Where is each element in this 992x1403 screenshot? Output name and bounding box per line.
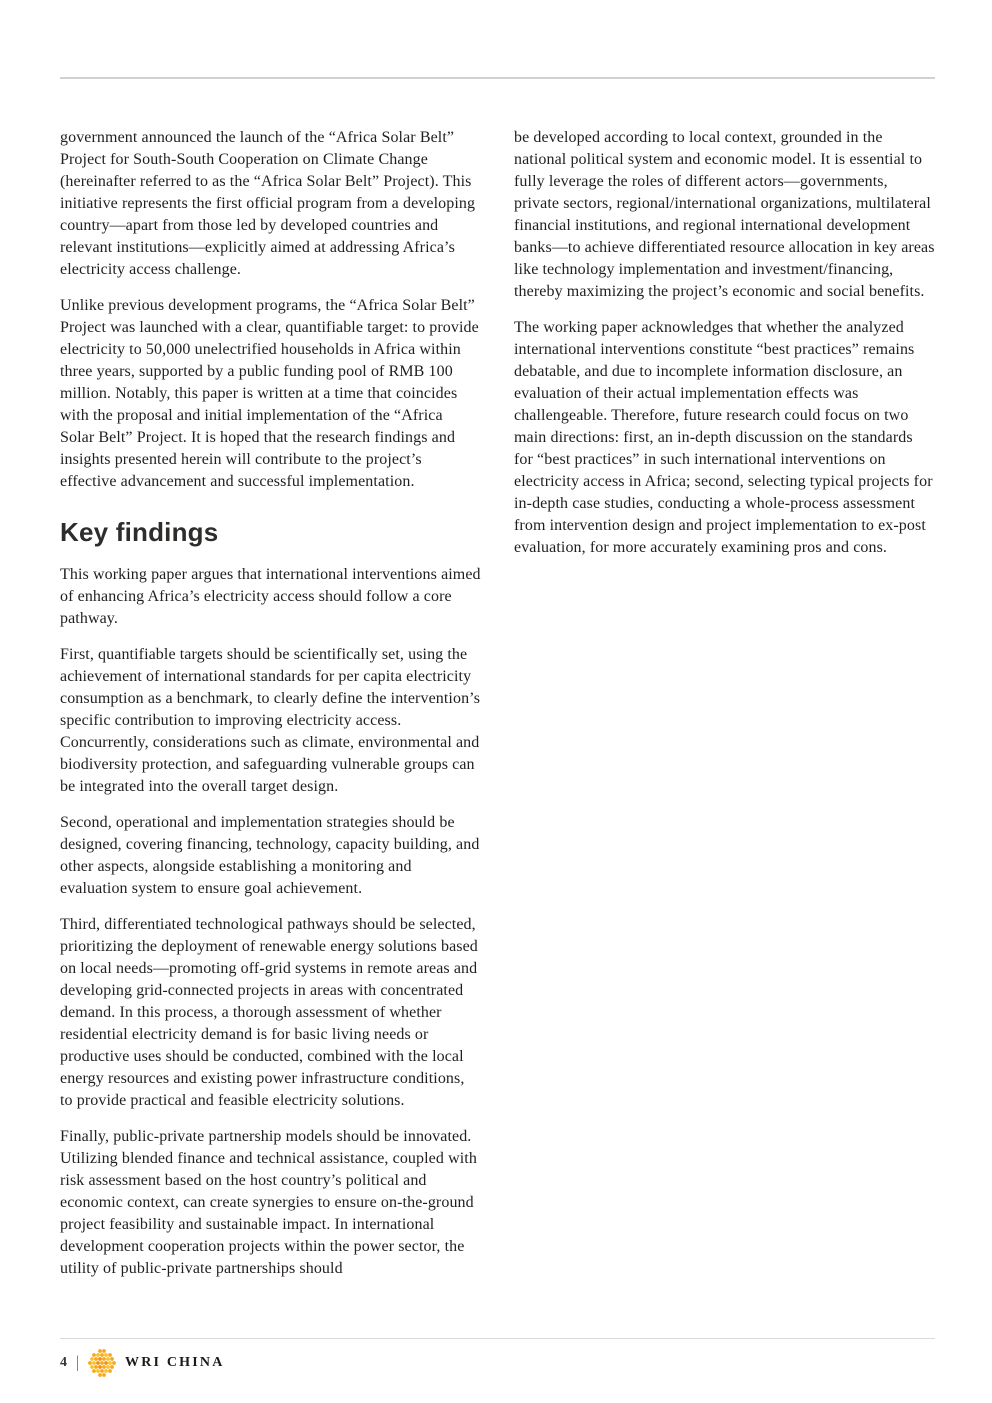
paragraph: First, quantifiable targets should be scientifically set, using the achievement of international standards for per capita electricity consumption as a benchmark, to clearly define the intervention’s specific contribution to improving electricity access. Concurrently, considerations such as climate, environmental and biodiversity protection, and safeguarding vulnerable groups can be integrated into the overall target design.	[60, 646, 481, 795]
header-rule	[60, 77, 935, 79]
left-column	[60, 127, 481, 1294]
page-number: 4	[60, 1355, 67, 1370]
paragraph: Unlike previous development programs, the “Africa Solar Belt” Project was launched with a clear, quantifiable target: to provide electricity to 50,000 unelectrified households in Africa within three years, supported by a public funding pool of RMB 100 million. Notably, this paper is written at a time that coincides with the proposal and initial implementation of the “Africa Solar Belt” Project. It is hoped that the research findings and insights presented herein will contribute to the project’s effective advancement and successful implementation.	[60, 297, 479, 490]
paragraph: be developed according to local context, grounded in the national political system and economic model. It is essential to fully leverage the roles of different actors—governments, private sectors, regional/international organizations, multilateral financial institutions, and regional international development banks—to achieve differentiated resource allocation in key areas like technology implementation and investment/financing, thereby maximizing the project’s economic and social benefits.	[514, 129, 935, 300]
paragraph: This working paper argues that international interventions aimed of enhancing Africa’s electricity access should follow a core pathway.	[60, 566, 481, 627]
paragraph: Finally, public-private partnership models should be innovated. Utilizing blended finance and technical assistance, coupled with risk assessment based on the host country’s political and economic context, can create synergies to ensure on-the-ground project feasibility and sustainable impact. In international development cooperation projects within the power sector, the utility of public-private partnerships should	[60, 1128, 477, 1277]
wri-sunflower-logo-icon	[88, 1349, 116, 1377]
footer-divider: |	[76, 1353, 80, 1372]
paragraph: The working paper acknowledges that whether the analyzed international interventions constitute “best practices” remains debatable, and due to incomplete information disclosure, an evaluation of their actual implementation effects was challengeable. Therefore, future research could focus on two main directions: first, an in-depth discussion on the standards for “best practices” in such international interventions on electricity access in Africa; second, selecting typical projects for in-depth case studies, conducting a whole-process assessment from intervention design and project implementation to ex-post evaluation, for more accurately examining pros and cons.	[514, 319, 933, 556]
footer-rule	[60, 1338, 935, 1339]
paragraph: Second, operational and implementation strategies should be designed, covering financing, technology, capacity building, and other aspects, alongside establishing a monitoring and evaluation system to ensure goal achievement.	[60, 814, 480, 897]
brand-name: WRI CHINA	[125, 1355, 225, 1370]
paragraph: Third, differentiated technological pathways should be selected, prioritizing the deployment of renewable energy solutions based on local needs—promoting off-grid systems in remote areas and developing grid-connected projects in areas with concentrated demand. In this process, a thorough assessment of whether residential electricity demand is for basic living needs or productive uses should be conducted, combined with the local energy resources and existing power infrastructure conditions, to provide practical and feasible electricity solutions.	[60, 916, 478, 1109]
paragraph: government announced the launch of the “Africa Solar Belt” Project for South-South Cooperation on Climate Change (hereinafter referred to as the “Africa Solar Belt” Project). This initiative represents the first official program from a developing country—apart from those led by developed countries and relevant institutions—explicitly aimed at addressing Africa’s electricity access challenge.	[60, 129, 476, 278]
section-heading-key-findings: Key findings	[60, 517, 219, 547]
page-footer	[60, 1348, 225, 1378]
right-column	[514, 127, 935, 1294]
page-body	[60, 127, 935, 1294]
